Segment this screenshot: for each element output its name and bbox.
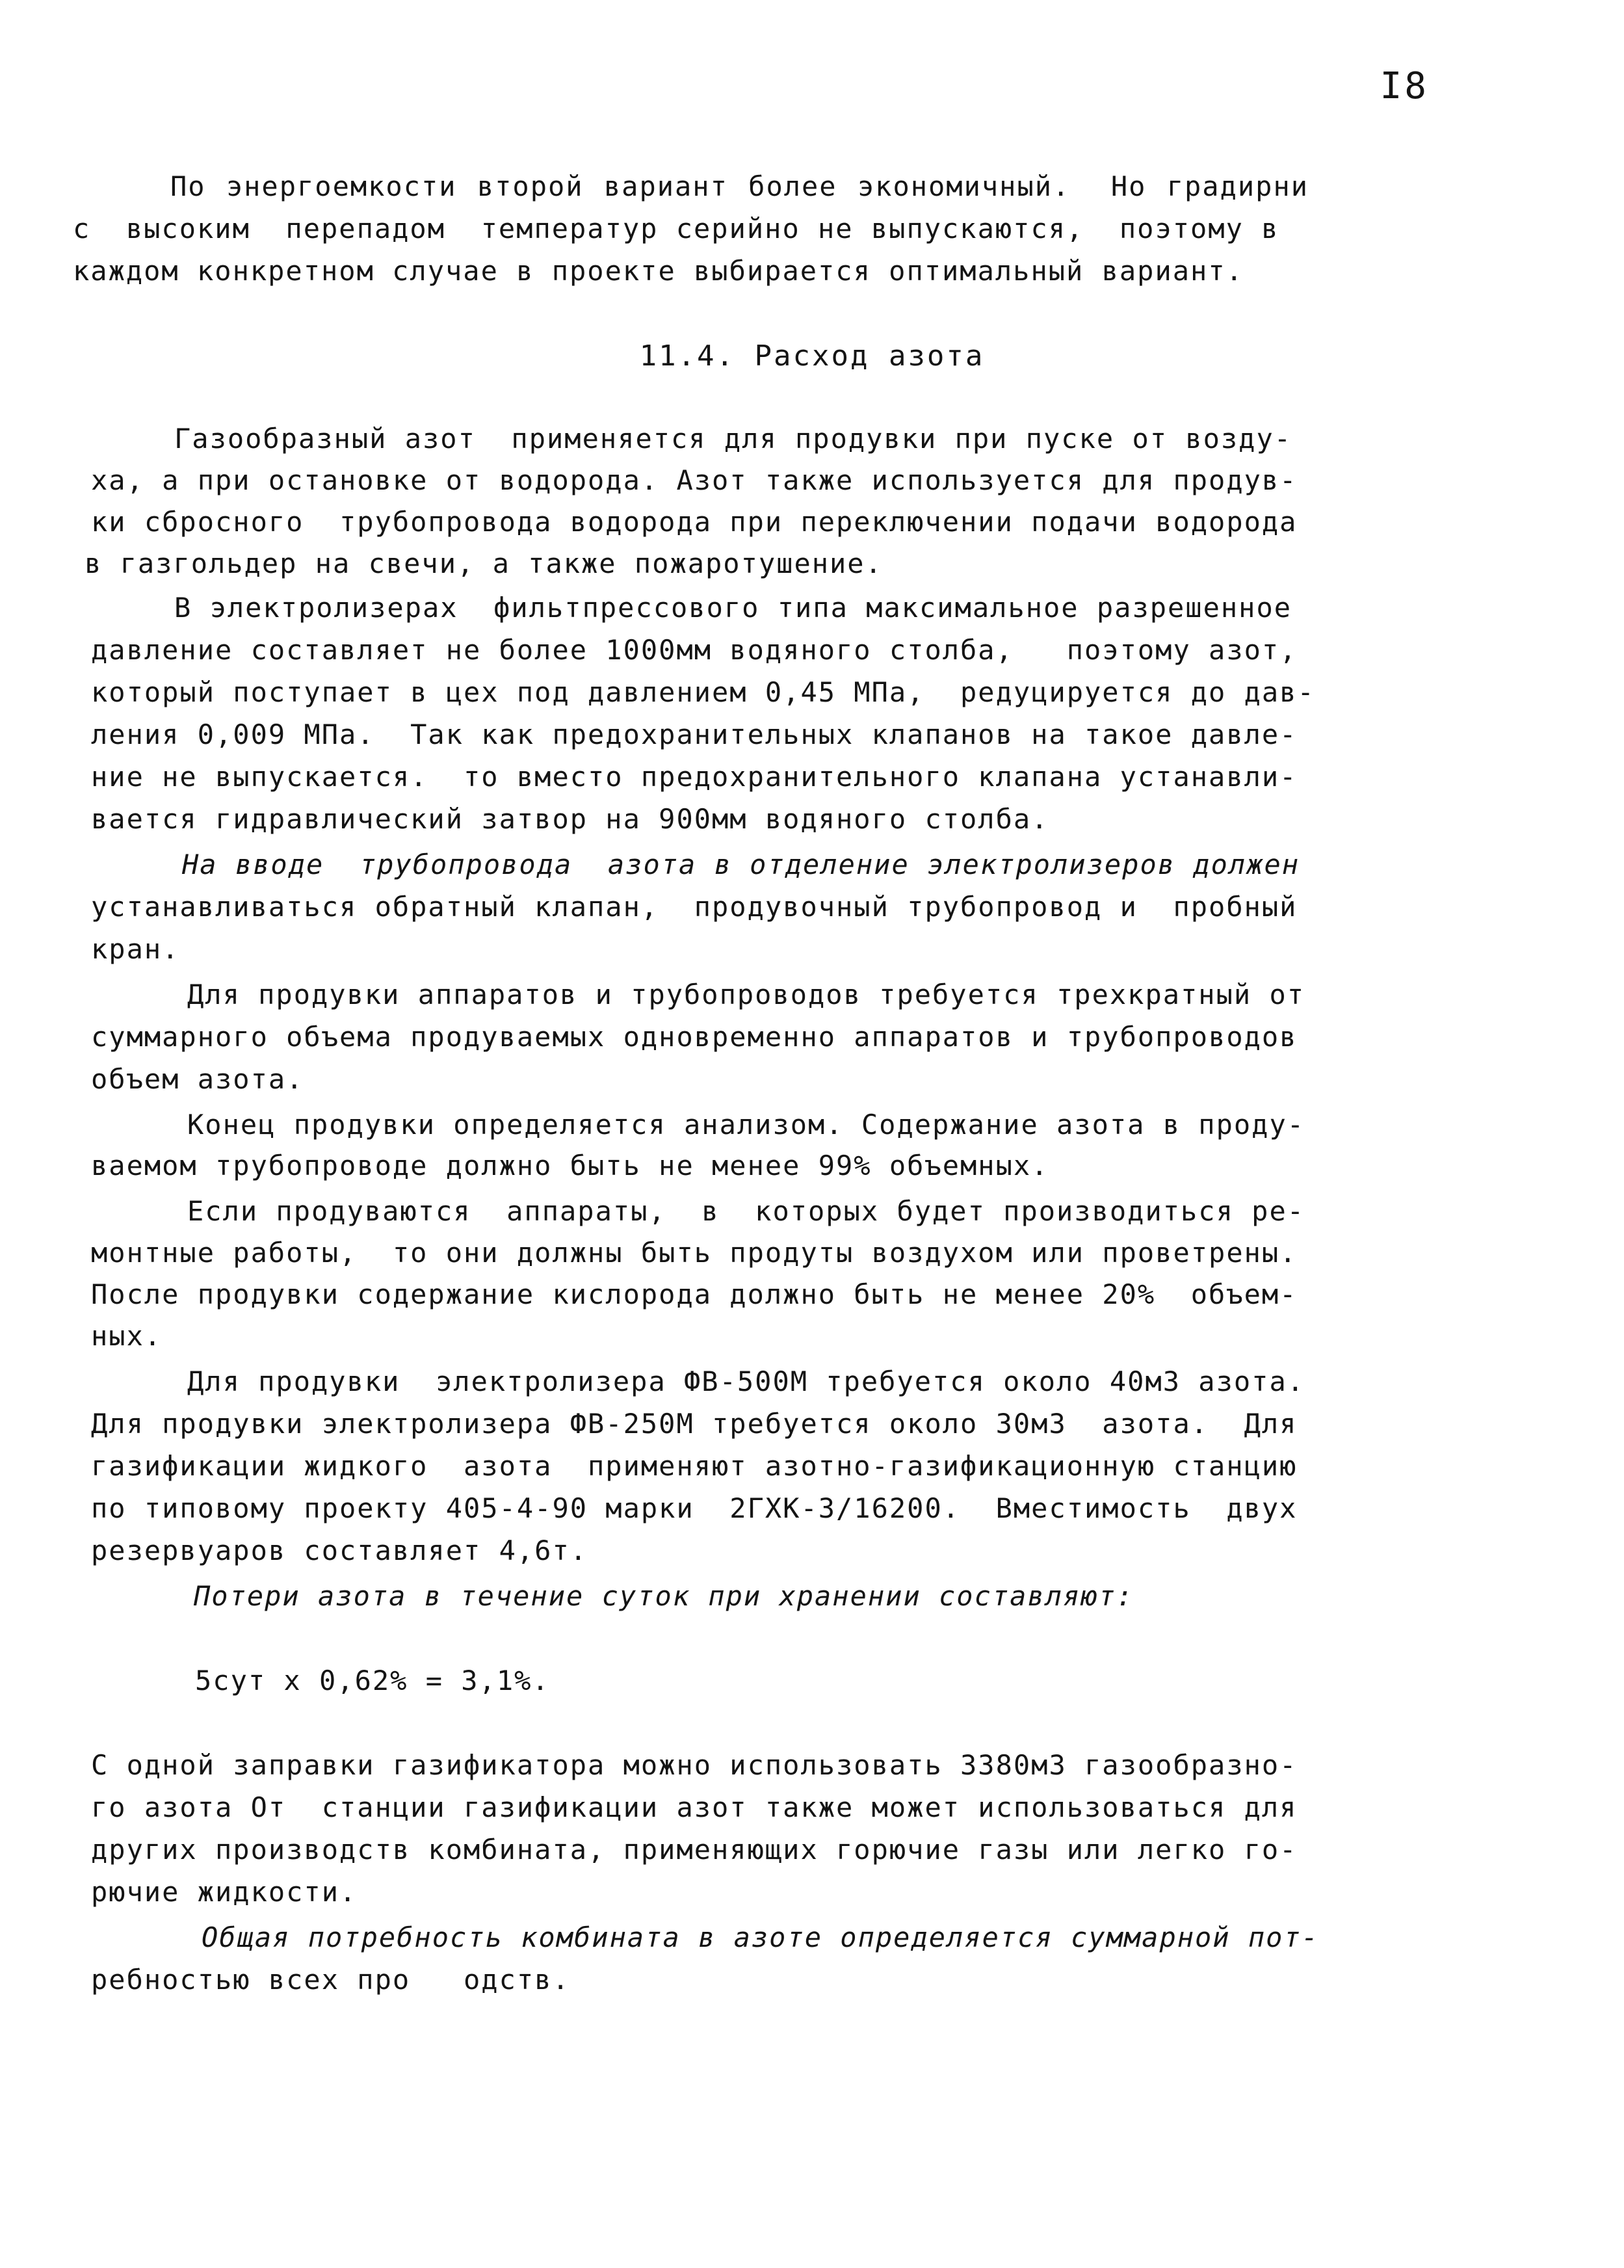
text-line: Для продувки аппаратов и трубопроводов требуется трехкратный от bbox=[187, 979, 1305, 1010]
text-line: Для продувки электролизера ФВ-250М требуется около 30м3 азота. Для bbox=[91, 1408, 1298, 1440]
text-line: После продувки содержание кислорода должно быть не менее 20% объем- bbox=[91, 1278, 1298, 1310]
text-line: суммарного объема продуваемых одновременно аппаратов и трубопроводов bbox=[91, 1021, 1298, 1053]
text-line: давление составляет не более 1000мм водяного столба, поэтому азот, bbox=[91, 634, 1298, 666]
text-line: резервуаров составляет 4,6т. bbox=[91, 1535, 588, 1566]
text-line: ха, а при остановке от водорода. Азот также используется для продув- bbox=[91, 464, 1298, 496]
text-line: других производств комбината, применяющих горючие газы или легко го- bbox=[91, 1834, 1298, 1866]
text-line: газификации жидкого азота применяют азотно-газификационную станцию bbox=[91, 1450, 1298, 1482]
text-line: объем азота. bbox=[91, 1063, 304, 1095]
text-line: каждом конкретном случае в проекте выбирается оптимальный вариант. bbox=[73, 255, 1244, 287]
section-heading: 11.4. Расход азота bbox=[639, 339, 985, 373]
text-line: ки сбросного трубопровода водорода при переключении подачи водорода bbox=[91, 506, 1298, 538]
text-line: ребностью всех про одств. bbox=[91, 1964, 570, 1996]
text-line: Для продувки электролизера ФВ-500М требуется около 40м3 азота. bbox=[187, 1365, 1305, 1397]
text-line: ваемом трубопроводе должно быть не менее 99% объемных. bbox=[91, 1150, 1049, 1181]
page-number: I8 bbox=[1380, 65, 1429, 107]
text-line: рючие жидкости. bbox=[91, 1876, 358, 1908]
text-line: монтные работы, то они должны быть продуты воздухом или проветрены. bbox=[91, 1237, 1298, 1269]
text-line: По энергоемкости второй вариант более экономичный. Но градирни bbox=[170, 170, 1309, 202]
text-line: устанавливаться обратный клапан, продувочный трубопровод и пробный bbox=[91, 891, 1298, 923]
text-line: Конец продувки определяется анализом. Содержание азота в проду- bbox=[187, 1109, 1305, 1141]
formula-line: 5сут x 0,62% = 3,1%. bbox=[195, 1665, 550, 1696]
text-line: ления 0,009 МПа. Так как предохранительных клапанов на такое давле- bbox=[91, 719, 1298, 750]
text-line: ных. bbox=[91, 1320, 163, 1352]
text-line: Общая потребность комбината в азоте определяется суммарной пот- bbox=[202, 1921, 1320, 1953]
text-line: В электролизерах фильтпрессового типа максимальное разрешенное bbox=[174, 592, 1292, 624]
text-line: кран. bbox=[91, 933, 180, 965]
text-line: с высоким перепадом температур серийно не выпускаются, поэтому в bbox=[73, 213, 1279, 244]
text-line: в газгольдер на свечи, а также пожаротушение. bbox=[85, 547, 883, 579]
text-line: вается гидравлический затвор на 900мм водяного столба. bbox=[91, 803, 1049, 835]
text-line: Потери азота в течение суток при хранении составляют: bbox=[194, 1580, 1134, 1612]
text-line: по типовому проекту 405-4-90 марки 2ГХК-3/16200. Вместимость двух bbox=[91, 1492, 1298, 1524]
text-line: который поступает в цех под давлением 0,45 МПа, редуцируется до дав- bbox=[91, 676, 1315, 708]
text-line: го азота От станции газификации азот также может использоваться для bbox=[91, 1791, 1298, 1823]
text-line: С одной заправки газификатора можно использовать 3380м3 газообразно- bbox=[91, 1749, 1298, 1781]
text-line: ние не выпускается. то вместо предохранительного клапана устанавли- bbox=[91, 761, 1298, 793]
text-line: На вводе трубопровода азота в отделение электролизеров должен bbox=[182, 849, 1300, 880]
text-line: Если продуваются аппараты, в которых будет производиться ре- bbox=[187, 1195, 1305, 1227]
text-line: Газообразный азот применяется для продувки при пуске от возду- bbox=[174, 423, 1292, 455]
